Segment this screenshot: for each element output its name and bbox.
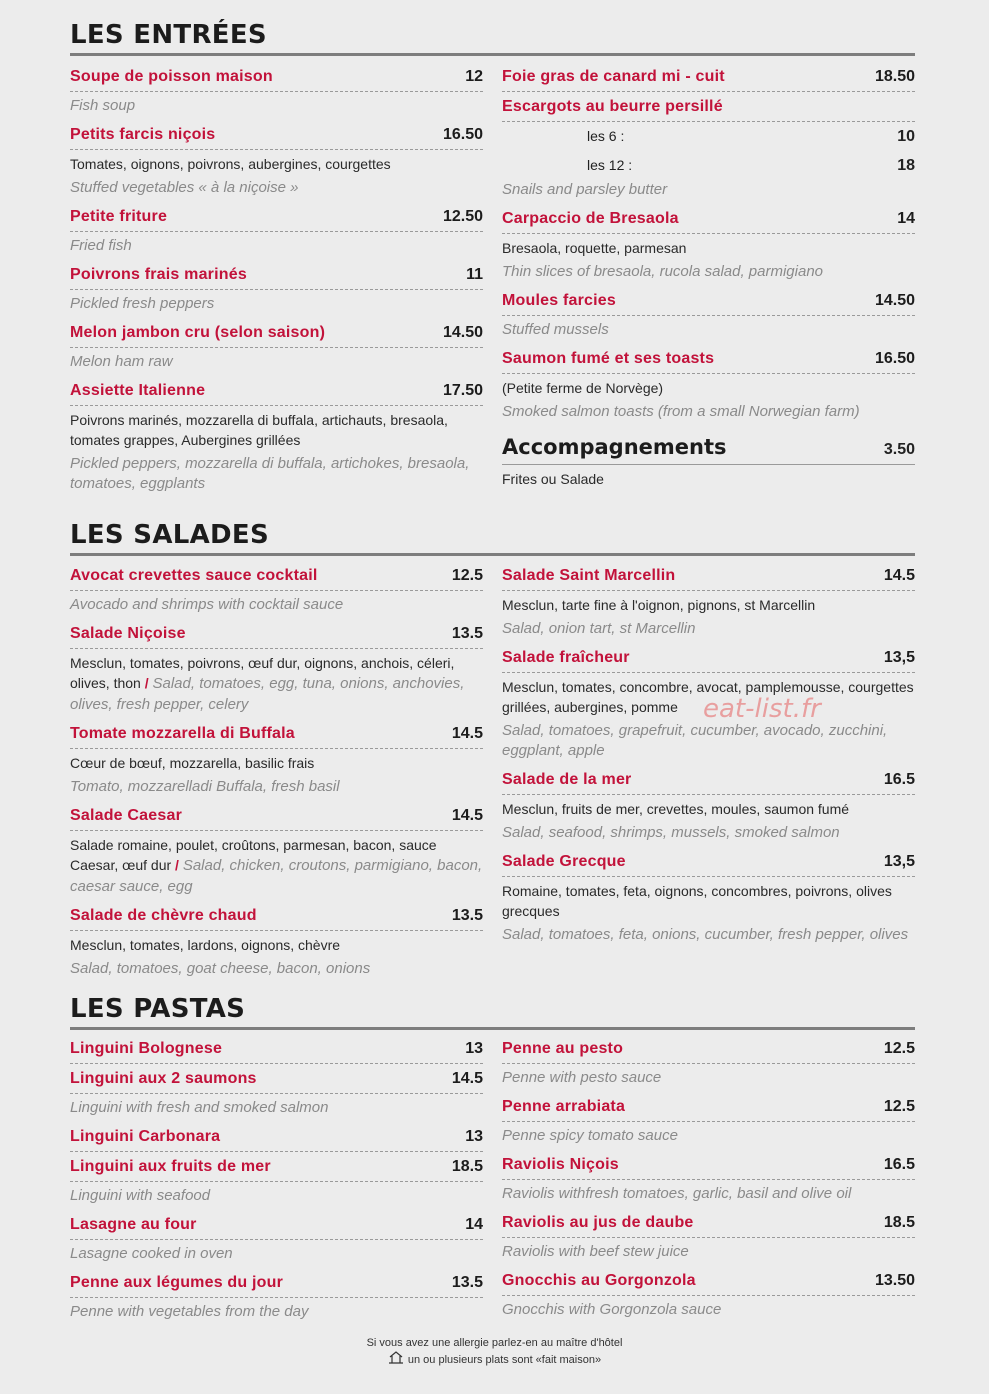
menu-item [70, 801, 483, 897]
dish-price: 18.5 [451, 1158, 483, 1175]
menu-item [70, 376, 483, 498]
dish-english: Linguini with seafood [70, 1187, 211, 1204]
accompaniments-title: Accompagnements [502, 435, 727, 459]
dish-price: 17.50 [442, 382, 483, 399]
section-title-salades: LES SALADES [70, 520, 915, 556]
salades-right-column [502, 561, 915, 949]
dish-price: 13 [465, 1040, 483, 1057]
dish-description [70, 649, 483, 715]
menu-item [70, 719, 483, 801]
dish-price: 16.50 [442, 126, 483, 143]
dish-name: Assiette Italienne [70, 382, 206, 399]
section-title-entrees: LES ENTRÉES [70, 20, 915, 56]
salades-left-column [70, 561, 483, 983]
dish-name: Penne arrabiata [502, 1098, 626, 1115]
accompaniments [502, 430, 915, 489]
dish-price: 13,5 [883, 649, 915, 666]
dish-price: 12.5 [451, 567, 483, 584]
menu-item [502, 204, 915, 286]
dish-french: Tomates, oignons, poivrons, aubergines, courgettes [70, 156, 391, 172]
dish-price: 18 [897, 157, 915, 174]
dish-price: 13.50 [874, 1272, 915, 1289]
dish-english: Pickled fresh peppers [70, 295, 215, 312]
dish-name: Escargots au beurre persillé [502, 98, 723, 115]
dish-name: Raviolis Niçois [502, 1156, 619, 1173]
dish-description [70, 831, 483, 897]
dish-english: Penne with pesto sauce [502, 1069, 662, 1086]
dish-price: 16.50 [874, 350, 915, 367]
dish-name: Lasagne au four [70, 1216, 197, 1233]
dish-english: Lasagne cooked in oven [70, 1245, 233, 1262]
dish-english: Linguini with fresh and smoked salmon [70, 1099, 329, 1116]
dish-english: Tomato, mozzarelladi Buffala, fresh basil [70, 778, 340, 795]
dish-english: Salad, onion tart, st Marcellin [502, 620, 696, 637]
dish-french: Frites ou Salade [502, 471, 604, 487]
menu-item [70, 202, 483, 260]
dish-name: Petite friture [70, 208, 168, 225]
dish-french: Bresaola, roquette, parmesan [502, 240, 687, 256]
dish-english: Fish soup [70, 97, 136, 114]
menu-item [70, 1034, 483, 1064]
menu-item [70, 260, 483, 318]
dish-name: Melon jambon cru (selon saison) [70, 324, 326, 341]
dish-name: Salade de chèvre chaud [70, 907, 257, 924]
dish-name: Salade Niçoise [70, 625, 186, 642]
dish-price: 16.5 [883, 1156, 915, 1173]
dish-price: 14 [465, 1216, 483, 1233]
dish-price: 12.5 [883, 1098, 915, 1115]
menu-item [502, 1150, 915, 1208]
dish-name: Salade Grecque [502, 853, 626, 870]
dish-price: 18.50 [874, 68, 915, 85]
dish-name: Saumon fumé et ses toasts [502, 350, 715, 367]
homemade-note-row [0, 1351, 989, 1369]
menu-item [70, 318, 483, 376]
dish-price: 13.5 [451, 907, 483, 924]
dish-name: Petits farcis niçois [70, 126, 216, 143]
dish-price: 3.50 [883, 441, 915, 458]
portion-label: les 6 : [587, 128, 625, 144]
menu-item [502, 62, 915, 92]
menu-item [70, 1210, 483, 1268]
menu-item [70, 619, 483, 715]
dish-english: Salad, tomatoes, grapefruit, cucumber, avocado, zucchini, eggplant, apple [502, 722, 888, 759]
menu-item [70, 901, 483, 983]
menu-item [502, 765, 915, 847]
menu-item [70, 1122, 483, 1152]
dish-price: 13.5 [451, 625, 483, 642]
dish-price: 18.5 [883, 1214, 915, 1231]
portion-label: les 12 : [587, 157, 633, 173]
entrees-right-column [502, 62, 915, 489]
menu-item [70, 1152, 483, 1210]
dish-english: Salad, tomatoes, egg, tuna, onions, anchovies, olives, fresh pepper, celery [70, 675, 465, 713]
dish-price: 13.5 [451, 1274, 483, 1291]
watermark: eat-list.fr [703, 694, 821, 724]
dish-name: Foie gras de canard mi - cuit [502, 68, 725, 85]
dish-name: Salade Saint Marcellin [502, 567, 676, 584]
dish-name: Carpaccio de Bresaola [502, 210, 679, 227]
dish-name: Soupe de poisson maison [70, 68, 273, 85]
entrees-left-column [70, 62, 483, 498]
dish-english: Avocado and shrimps with cocktail sauce [70, 596, 344, 613]
dish-price: 14.50 [874, 292, 915, 309]
dish-french: Mesclun, tomates, poivrons, œuf dur, oignons, anchois, céleri, olives, thon [70, 655, 455, 691]
menu-item [502, 1034, 915, 1092]
dish-english: Penne with vegetables from the day [70, 1303, 309, 1320]
dish-price: 16.5 [883, 771, 915, 788]
dish-price: 14.5 [883, 567, 915, 584]
dish-name: Linguini aux 2 saumons [70, 1070, 257, 1087]
dish-english: Pickled peppers, mozzarella di buffala, artichokes, bresaola, tomatoes, eggplants [70, 455, 470, 492]
dish-name: Salade de la mer [502, 771, 632, 788]
section-title-pastas: LES PASTAS [70, 994, 915, 1030]
dish-french: Mesclun, tarte fine à l'oignon, pignons, st Marcellin [502, 597, 816, 613]
dish-name: Poivrons frais marinés [70, 266, 247, 283]
dish-name: Salade fraîcheur [502, 649, 630, 666]
homemade-note: un ou plusieurs plats sont «fait maison» [407, 1353, 602, 1366]
menu-item [502, 1266, 915, 1324]
slash-separator: / [175, 857, 179, 873]
dish-english: Fried fish [70, 237, 132, 254]
dish-french: Poivrons marinés, mozzarella di buffala, artichauts, bresaola, tomates grappes, Aubergines grillées [70, 412, 448, 448]
menu-item [502, 1092, 915, 1150]
dish-french: Romaine, tomates, feta, oignons, concombres, poivrons, olives grecques [502, 883, 892, 919]
dish-french: Mesclun, tomates, lardons, oignons, chèvre [70, 937, 341, 953]
menu-item [70, 561, 483, 619]
dish-name: Gnocchis au Gorgonzola [502, 1272, 696, 1289]
menu-item [70, 1268, 483, 1326]
dish-price: 12 [465, 68, 483, 85]
allergy-note: Si vous avez une allergie parlez-en au maître d'hôtel [366, 1337, 623, 1349]
menu-item [502, 92, 915, 204]
dish-price: 14 [897, 210, 915, 227]
dish-english: Salad, tomatoes, goat cheese, bacon, onions [70, 960, 371, 977]
dish-name: Penne aux légumes du jour [70, 1274, 284, 1291]
menu-item [502, 286, 915, 344]
dish-english: Salad, chicken, croutons, parmigiano, bacon, caesar sauce, egg [70, 857, 483, 895]
dish-price: 14.5 [451, 807, 483, 824]
dish-price: 11 [466, 266, 483, 283]
pastas-right-column [502, 1034, 915, 1324]
dish-name: Linguini Carbonara [70, 1128, 221, 1145]
dish-english: Stuffed vegetables « à la niçoise » [70, 179, 299, 196]
dish-price: 12.50 [442, 208, 483, 225]
footer [0, 1336, 989, 1369]
dish-price: 14.50 [442, 324, 483, 341]
dish-english: Raviolis withfresh tomatoes, garlic, basil and olive oil [502, 1185, 852, 1202]
dish-price: 10 [897, 128, 915, 145]
dish-name: Penne au pesto [502, 1040, 624, 1057]
menu-item [70, 62, 483, 120]
dish-price: 14.5 [451, 725, 483, 742]
menu-item [70, 1064, 483, 1122]
dish-french: Cœur de bœuf, mozzarella, basilic frais [70, 755, 315, 771]
dish-english: Penne spicy tomato sauce [502, 1127, 678, 1144]
dish-english: Gnocchis with Gorgonzola sauce [502, 1301, 722, 1318]
dish-english: Melon ham raw [70, 353, 173, 370]
dish-name: Moules farcies [502, 292, 616, 309]
portion-row [502, 122, 915, 151]
dish-name: Raviolis au jus de daube [502, 1214, 694, 1231]
dish-name: Salade Caesar [70, 807, 183, 824]
dish-price: 13 [465, 1128, 483, 1145]
menu-item [502, 1208, 915, 1266]
pastas-left-column [70, 1034, 483, 1326]
dish-english: Thin slices of bresaola, rucola salad, parmigiano [502, 263, 823, 280]
dish-name: Linguini aux fruits de mer [70, 1158, 271, 1175]
dish-english: Salad, seafood, shrimps, mussels, smoked salmon [502, 824, 840, 841]
dish-name: Linguini Bolognese [70, 1040, 223, 1057]
portion-row [502, 151, 915, 180]
dish-french: Mesclun, tomates, concombre, avocat, pamplemousse, courgettes grillées, aubergines, pomme [502, 679, 914, 715]
dish-english: Stuffed mussels [502, 321, 609, 338]
menu-item [502, 561, 915, 643]
slash-separator: / [144, 675, 149, 691]
dish-french: (Petite ferme de Norvège) [502, 380, 664, 396]
dish-price: 14.5 [451, 1070, 483, 1087]
dish-french: Mesclun, fruits de mer, crevettes, moules, saumon fumé [502, 801, 850, 817]
house-icon [388, 1351, 404, 1369]
dish-english: Snails and parsley butter [502, 181, 668, 198]
menu-item [502, 847, 915, 949]
dish-name: Tomate mozzarella di Buffala [70, 725, 295, 742]
dish-name: Avocat crevettes sauce cocktail [70, 567, 318, 584]
dish-french: Salade romaine, poulet, croûtons, parmesan, bacon, sauce Caesar, œuf dur [70, 837, 437, 873]
dish-price: 12.5 [883, 1040, 915, 1057]
menu-item [70, 120, 483, 202]
menu-item [502, 344, 915, 426]
dish-english: Raviolis with beef stew juice [502, 1243, 689, 1260]
dish-english: Salad, tomatoes, feta, onions, cucumber, fresh pepper, olives [502, 926, 909, 943]
dish-english: Smoked salmon toasts (from a small Norwegian farm) [502, 403, 860, 420]
dish-price: 13,5 [883, 853, 915, 870]
